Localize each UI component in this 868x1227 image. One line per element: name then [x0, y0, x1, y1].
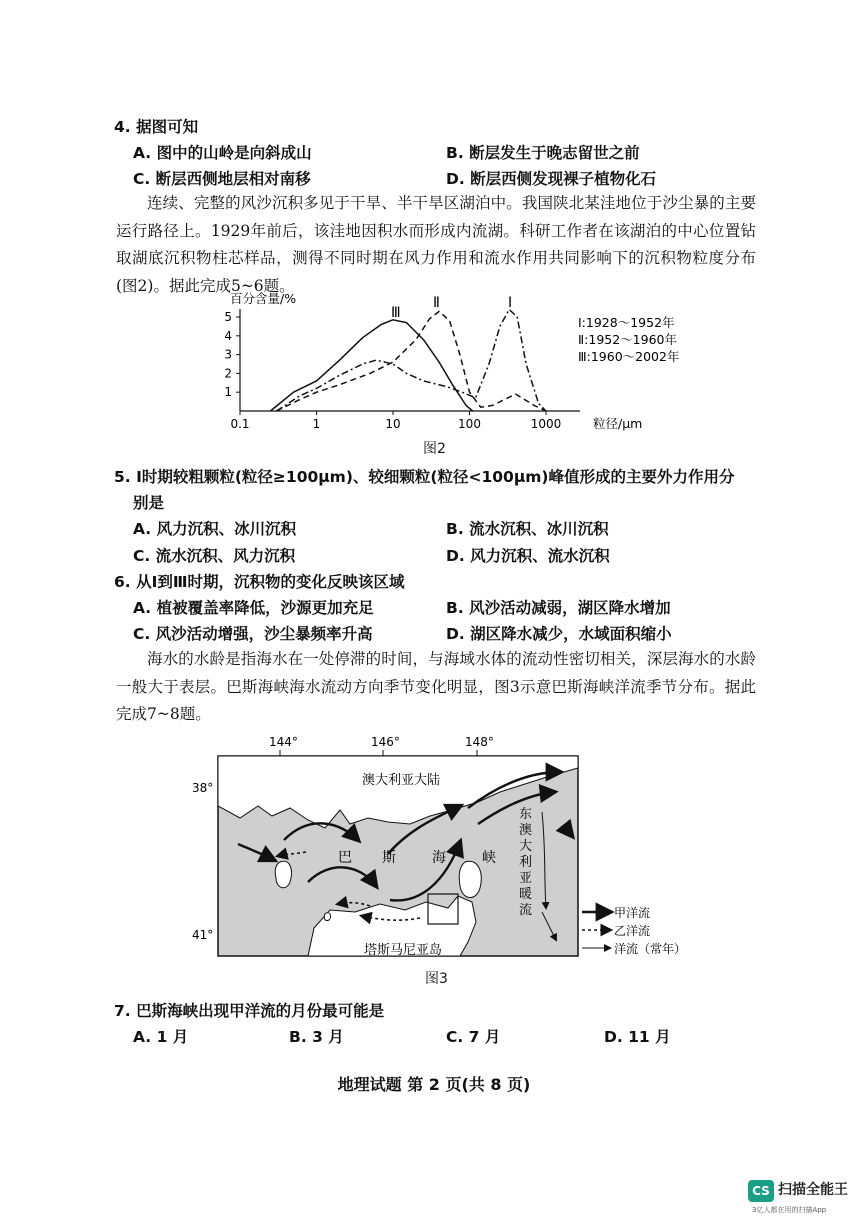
- fig2-legend-3: Ⅲ:1960～2002年: [578, 349, 680, 364]
- fig2-x-tick-label: 10: [385, 417, 401, 431]
- fig2-x-tick-label: 1: [312, 417, 321, 431]
- q5-option-d: D. 风力沉积、流水沉积: [446, 547, 610, 565]
- q7-option-a: A. 1 月: [133, 1028, 189, 1046]
- fig2-curve-label-1: Ⅰ: [508, 295, 513, 311]
- scanner-watermark: [748, 1176, 858, 1216]
- q7-option-c: C. 7 月: [446, 1028, 501, 1046]
- figure-3-caption: 图3: [425, 971, 448, 987]
- q4-option-b: B. 断层发生于晚志留世之前: [446, 144, 640, 162]
- q4-option-d: D. 断层西侧发现裸子植物化石: [446, 170, 657, 188]
- fig2-series-line-1: [270, 320, 472, 411]
- fig2-y-tick-label: 5: [224, 310, 232, 324]
- svg-text:东: 东: [519, 807, 533, 822]
- map-label-strait-4: 峡: [482, 850, 496, 866]
- map-label-mainland: 澳大利亚大陆: [362, 773, 441, 788]
- figure-2-chart: [210, 285, 690, 435]
- q6-option-c: C. 风沙活动增强，沙尘暴频率升高: [133, 625, 373, 643]
- figure-3-map: [190, 732, 710, 964]
- fig2-y-tick-label: 1: [224, 385, 232, 400]
- q7-option-d: D. 11 月: [604, 1028, 671, 1046]
- q5-option-a: A. 风力沉积、冰川沉积: [133, 520, 297, 538]
- map-lat-41: 41°: [192, 928, 214, 942]
- map-label-tasmania: 塔斯马尼亚岛: [364, 943, 443, 958]
- fig2-y-tick-label: 2: [224, 366, 232, 381]
- fig2-x-tick-label: 0.1: [230, 417, 250, 431]
- legend-perennial-label: 洋流（常年）: [614, 942, 687, 956]
- svg-text:亚: 亚: [519, 871, 533, 886]
- q5-option-b: B. 流水沉积、冰川沉积: [446, 520, 609, 538]
- map-lon-146: 146°: [371, 735, 400, 749]
- page-footer: 地理试题 第 2 页(共 8 页): [337, 1075, 531, 1094]
- q5-stem-line1: 5. Ⅰ时期较粗颗粒(粒径≥100μm)、较细颗粒(粒径<100μm)峰值形成的主要外力作用分: [114, 468, 735, 486]
- scanner-name: 扫描全能王: [778, 1182, 848, 1198]
- scanner-slogan: 3亿人都在用的扫描App: [752, 1206, 827, 1214]
- q7-stem: 7. 巴斯海峡出现甲洋流的月份最可能是: [114, 1002, 385, 1020]
- legend-yi-label: 乙洋流: [614, 924, 651, 938]
- fig2-legend-1: Ⅰ:1928～1952年: [578, 315, 675, 330]
- legend-jia-label: 甲洋流: [614, 906, 651, 920]
- fig2-series-line-3: [277, 310, 547, 412]
- map-label-strait-2: 斯: [382, 850, 396, 866]
- fig2-y-tick-label: 3: [224, 347, 232, 362]
- map-label-current: [519, 807, 532, 918]
- svg-text:流: 流: [519, 903, 533, 918]
- fig2-y-tick-label: 4: [224, 328, 232, 343]
- fig2-legend-2: Ⅱ:1952～1960年: [578, 332, 677, 347]
- q4-option-c: C. 断层西侧地层相对南移: [133, 170, 311, 188]
- passage-5-6: 连续、完整的风沙沉积多见于干旱、半干旱区湖泊中。我国陕北某洼地位于沙尘暴的主要运行路径上。1929年前后，该洼地因积水而形成内流湖。科研工作者在该湖泊的中心位置钻取湖底沉积物柱芯样品，测得不同时期在风力作用和流水作用共同影响下的沉积物粒度分布(图2)。据此完成5~6题。: [116, 194, 756, 295]
- q5-option-c: C. 流水沉积、风力沉积: [133, 547, 296, 565]
- map-flinders-island: [459, 861, 481, 897]
- q4-option-a: A. 图中的山岭是向斜成山: [133, 144, 312, 162]
- map-label-strait-3: 海: [432, 850, 446, 866]
- passage-7-8: 海水的水龄是指海水在一处停滞的时间，与海域水体的流动性密切相关，深层海水的水龄一般大于表层。巴斯海峡海水流动方向季节变化明显，图3示意巴斯海峡洋流季节分布。据此完成7~8题。: [116, 650, 756, 723]
- fig2-curve-label-2: Ⅱ: [433, 295, 440, 311]
- map-label-strait-1: 巴: [338, 850, 352, 866]
- svg-text:暖: 暖: [519, 887, 533, 902]
- fig2-x-tick-label: 1000: [530, 417, 562, 431]
- scanner-logo-icon: CS: [748, 1180, 774, 1202]
- q6-option-b: B. 风沙活动减弱，湖区降水增加: [446, 599, 671, 617]
- svg-text:大: 大: [519, 839, 533, 854]
- svg-text:澳: 澳: [519, 823, 533, 838]
- map-king-island: [275, 861, 291, 888]
- fig2-xlabel: 粒径/μm: [593, 416, 643, 431]
- map-lat-38: 38°: [192, 781, 214, 795]
- q6-option-a: A. 植被覆盖率降低，沙源更加充足: [133, 599, 374, 617]
- q6-stem: 6. 从Ⅰ到Ⅲ时期，沉积物的变化反映该区域: [114, 573, 405, 591]
- svg-text:利: 利: [519, 855, 533, 870]
- map-lon-148: 148°: [465, 735, 494, 749]
- q6-option-d: D. 湖区降水减少，水域面积缩小: [446, 625, 672, 643]
- q7-option-b: B. 3 月: [289, 1028, 344, 1046]
- fig2-x-tick-label: 100: [458, 417, 481, 431]
- fig2-curve-label-3: Ⅲ: [391, 305, 401, 321]
- map-islet: [324, 913, 330, 921]
- q5-stem-line2: 别是: [133, 494, 165, 512]
- q4-stem: 4. 据图可知: [114, 118, 199, 136]
- figure-2-caption: 图2: [423, 441, 446, 457]
- fig2-ylabel: 百分含量/%: [230, 291, 297, 306]
- map-lon-144: 144°: [269, 735, 298, 749]
